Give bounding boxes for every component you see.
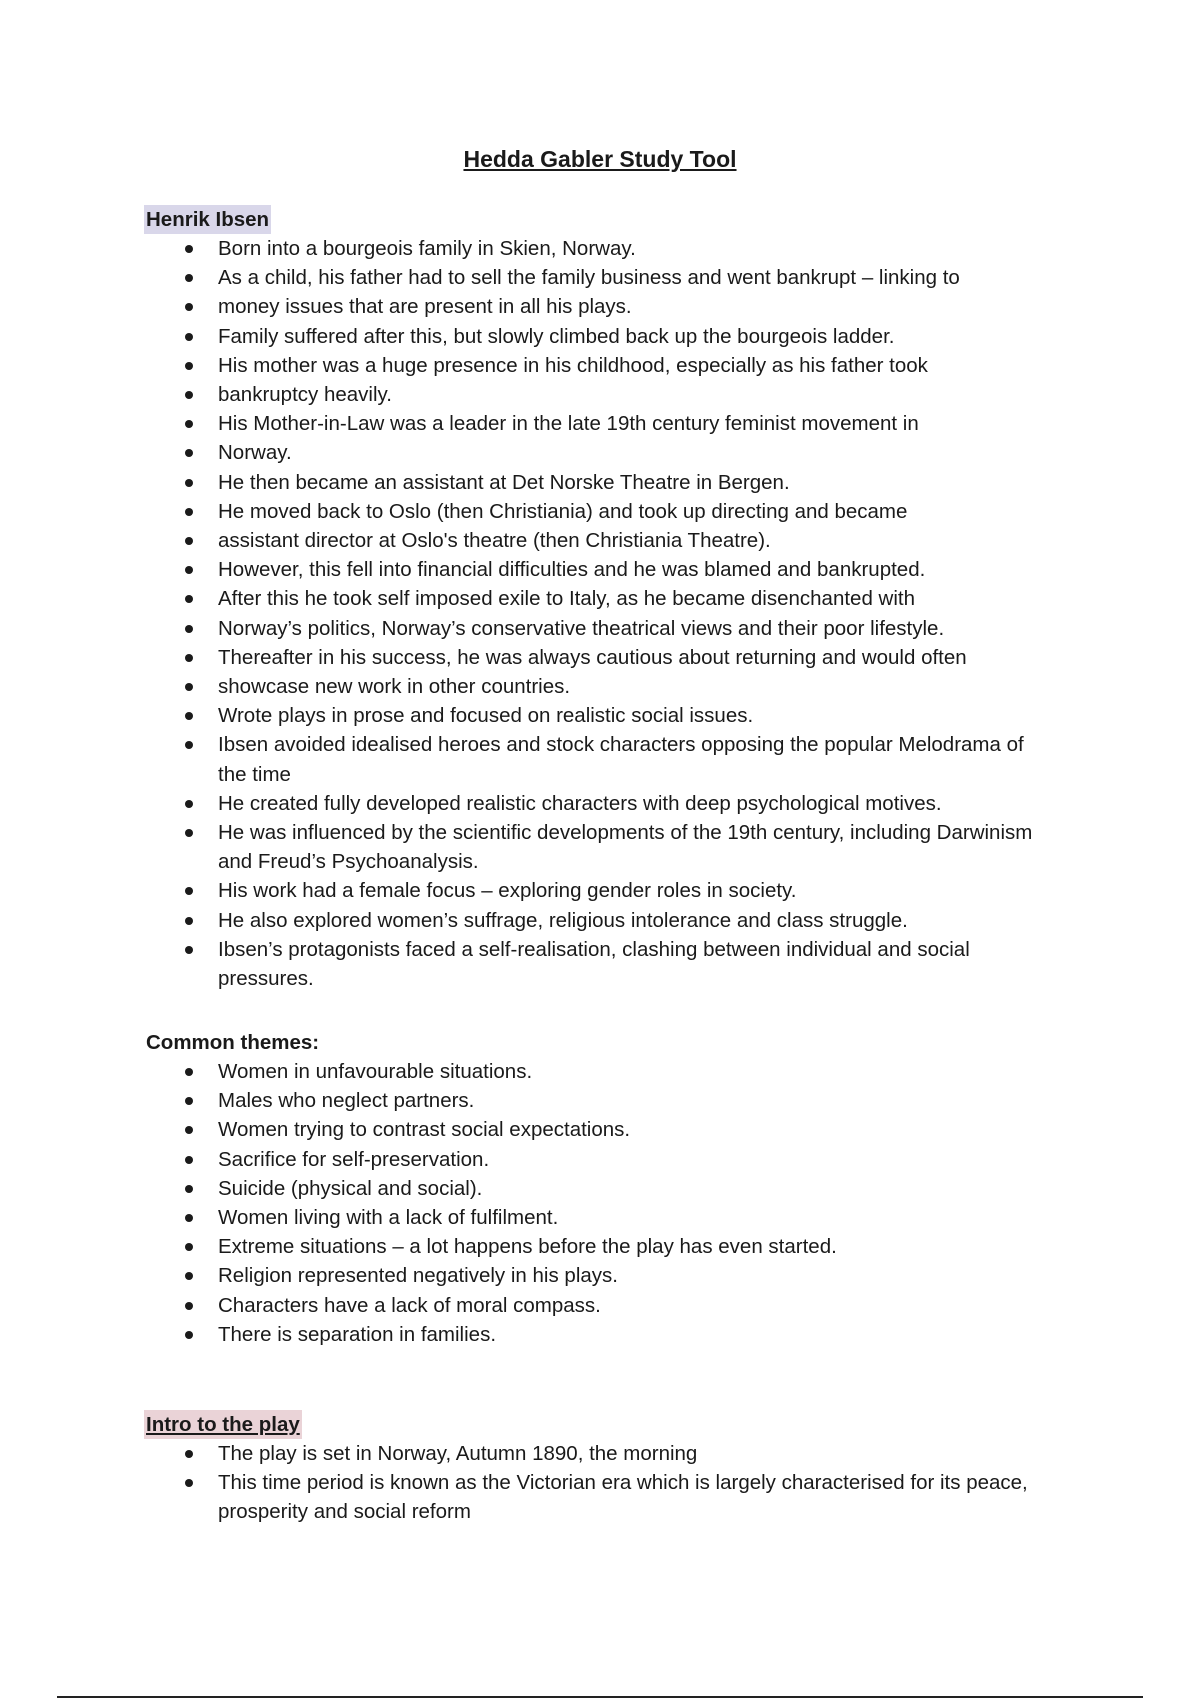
list-item: Thereafter in his success, he was always cautious about returning and would often [146, 643, 1046, 672]
list-item: Males who neglect partners. [146, 1086, 1046, 1115]
list-item: Extreme situations – a lot happens before the play has even started. [146, 1232, 1046, 1261]
section-henrik-ibsen [146, 205, 1046, 993]
list-item: Characters have a lack of moral compass. [146, 1291, 1046, 1320]
list-item: Women living with a lack of fulfilment. [146, 1203, 1046, 1232]
list-item: showcase new work in other countries. [146, 672, 1046, 701]
list-item: Women in unfavourable situations. [146, 1057, 1046, 1086]
list-item: His work had a female focus – exploring gender roles in society. [146, 876, 1046, 905]
list-item: Born into a bourgeois family in Skien, Norway. [146, 234, 1046, 263]
list-item: bankruptcy heavily. [146, 380, 1046, 409]
list-item: There is separation in families. [146, 1320, 1046, 1349]
list-item: Suicide (physical and social). [146, 1174, 1046, 1203]
list-item: His mother was a huge presence in his childhood, especially as his father took [146, 351, 1046, 380]
list-item: He created fully developed realistic characters with deep psychological motives. [146, 789, 1046, 818]
list-item: assistant director at Oslo's theatre (then Christiania Theatre). [146, 526, 1046, 555]
list-item: This time period is known as the Victorian era which is largely characterised for its peace, prosperity and social reform [146, 1468, 1046, 1526]
list-item: He then became an assistant at Det Norske Theatre in Bergen. [146, 468, 1046, 497]
list-item: Norway’s politics, Norway’s conservative theatrical views and their poor lifestyle. [146, 614, 1046, 643]
list-item: After this he took self imposed exile to Italy, as he became disenchanted with [146, 584, 1046, 613]
list-item: Ibsen avoided idealised heroes and stock characters opposing the popular Melodrama of the time [146, 730, 1046, 788]
list-item: Sacrifice for self-preservation. [146, 1145, 1046, 1174]
bullet-list [146, 234, 1046, 993]
section-intro-to-the-play [146, 1410, 1046, 1527]
list-item: He also explored women’s suffrage, religious intolerance and class struggle. [146, 906, 1046, 935]
list-item: The play is set in Norway, Autumn 1890, the morning [146, 1439, 1046, 1468]
bullet-list [146, 1057, 1046, 1349]
page-title: Hedda Gabler Study Tool [463, 146, 737, 172]
list-item: Norway. [146, 438, 1046, 467]
list-item: However, this fell into financial difficulties and he was blamed and bankrupted. [146, 555, 1046, 584]
section-heading [146, 1410, 1046, 1439]
list-item: Wrote plays in prose and focused on realistic social issues. [146, 701, 1046, 730]
section-heading [146, 205, 1046, 234]
list-item: Ibsen’s protagonists faced a self-realisation, clashing between individual and social pressures. [146, 935, 1046, 993]
list-item: Women trying to contrast social expectations. [146, 1115, 1046, 1144]
section-heading-text: Henrik Ibsen [144, 205, 271, 234]
list-item: Religion represented negatively in his plays. [146, 1261, 1046, 1290]
section-heading-text: Intro to the play [144, 1410, 302, 1439]
section-heading-text: Common themes: [146, 1031, 320, 1054]
list-item: His Mother-in-Law was a leader in the late 19th century feminist movement in [146, 409, 1046, 438]
list-item: As a child, his father had to sell the family business and went bankrupt – linking to [146, 263, 1046, 292]
bullet-list [146, 1439, 1046, 1527]
section-heading [146, 1028, 1046, 1057]
list-item: He moved back to Oslo (then Christiania) and took up directing and became [146, 497, 1046, 526]
section-common-themes [146, 1028, 1046, 1349]
list-item: He was influenced by the scientific developments of the 19th century, including Darwinism and Freud’s Psychoanalysis. [146, 818, 1046, 876]
footer-divider [57, 1696, 1143, 1698]
list-item: Family suffered after this, but slowly climbed back up the bourgeois ladder. [146, 322, 1046, 351]
list-item: money issues that are present in all his plays. [146, 292, 1046, 321]
